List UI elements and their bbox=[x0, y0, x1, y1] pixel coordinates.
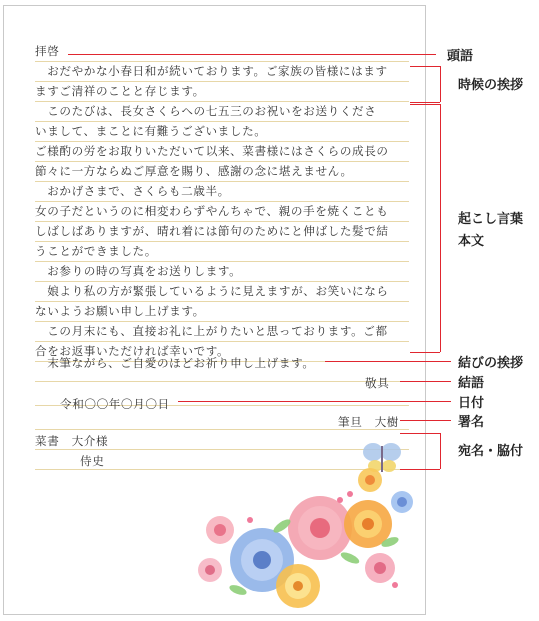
annotation-label-signature: 署名 bbox=[458, 415, 485, 430]
annotation-label-opening: 頭語 bbox=[447, 49, 474, 64]
annotation-bracket-top bbox=[410, 66, 440, 67]
flower-icon bbox=[206, 516, 234, 544]
letter-line: お参りの時の写真をお送りします。 bbox=[35, 264, 242, 278]
flower-icon bbox=[365, 553, 395, 583]
letter-line: このたびは、長女さくらへの七五三のお祝いをお送りくださ bbox=[35, 104, 377, 118]
letter-line: 娘より私の方が緊張しているように見えますが、お笑いになら bbox=[35, 284, 389, 298]
flower-icon bbox=[358, 468, 382, 492]
letter-line: 合をお返事いただければ幸いです。 bbox=[35, 344, 230, 358]
letter-line-closing-greeting: 末筆ながら、ご自愛のほどお祈り申し上げます。 bbox=[35, 356, 315, 370]
flower-illustration bbox=[190, 440, 420, 610]
butterfly-icon bbox=[363, 443, 401, 472]
letter-line: ますご清祥のことと存じます。 bbox=[35, 84, 205, 98]
annotation-line-signature bbox=[400, 420, 451, 421]
letter-line: この月末にも、直接お礼に上がりたいと思っております。ご都 bbox=[35, 324, 388, 338]
annotation-label-date: 日付 bbox=[458, 396, 485, 411]
annotation-bracket-bottom bbox=[410, 102, 440, 103]
annotation-label-addressee: 宛名・脇付 bbox=[458, 444, 524, 459]
letter-line: うことができました。 bbox=[35, 244, 157, 258]
letter-line: 節々に一方ならぬご厚意を賜り、感謝の念に堪えません。 bbox=[35, 164, 353, 178]
letter-recipient: 菜書 大介様 bbox=[35, 434, 109, 448]
annotation-bracket-bottom bbox=[410, 352, 440, 353]
letter-line: おだやかな小春日和が続いております。ご家族の皆様にはます bbox=[35, 64, 388, 78]
letter-line: しばしばありますが、晴れ着には節句のためにと伸ばした髪で結 bbox=[35, 224, 389, 238]
letter-line: ご様酌の労をお取りいただいて以来、菜書様にはさくらの成長の bbox=[35, 144, 389, 158]
annotation-label-body-1: 起こし言葉 bbox=[458, 212, 524, 227]
letter-line: いまして、まことに有難うございました。 bbox=[35, 124, 267, 138]
flower-icon bbox=[198, 558, 222, 582]
annotation-label-closing-greeting: 結びの挨拶 bbox=[458, 356, 524, 371]
closing-word: 敬具 bbox=[365, 376, 390, 390]
letter-line: ないようお願い申し上げます。 bbox=[35, 304, 205, 318]
annotation-line-opening bbox=[68, 54, 436, 55]
letter-line: 女の子だというのに相変わらずやんちゃで、親の手を焼くことも bbox=[35, 204, 389, 218]
annotation-bracket bbox=[440, 104, 441, 352]
annotation-label-seasonal: 時候の挨拶 bbox=[458, 78, 524, 93]
annotation-line-closing-word bbox=[400, 381, 451, 382]
flower-icon bbox=[288, 496, 352, 560]
flower-icon bbox=[391, 491, 413, 513]
annotation-line-date bbox=[178, 401, 451, 402]
annotation-label-closing-word: 結語 bbox=[458, 376, 485, 391]
flower-icon bbox=[276, 564, 320, 608]
annotation-bracket bbox=[440, 66, 441, 102]
letter-signature: 筆旦 大樹 bbox=[338, 415, 399, 429]
annotation-line-closing-greeting bbox=[325, 361, 451, 362]
letter-line: おかげさまで、さくらも二歳半。 bbox=[35, 184, 230, 198]
annotation-bracket bbox=[440, 433, 441, 469]
annotation-bracket-top bbox=[400, 433, 440, 434]
annotation-bracket-top bbox=[410, 104, 440, 105]
letter-recipient-sub: 侍史 bbox=[80, 454, 105, 468]
letter-line-opening: 拝啓 bbox=[35, 44, 60, 58]
letter-date: 令和〇〇年〇月〇日 bbox=[60, 397, 170, 411]
annotation-label-body-2: 本文 bbox=[458, 234, 485, 249]
